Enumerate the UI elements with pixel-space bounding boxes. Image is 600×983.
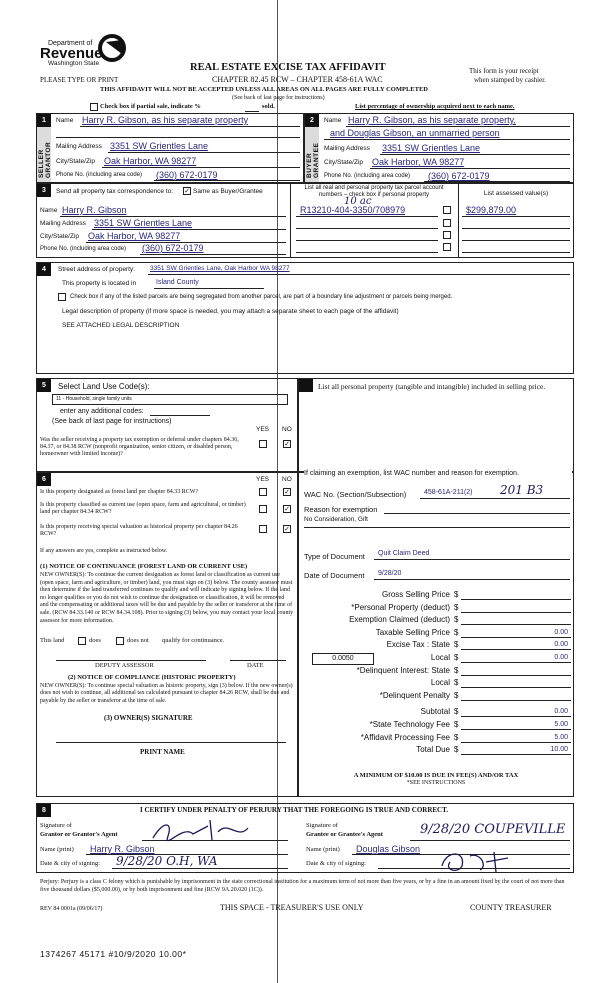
rev-number: REV 84 0001a (09/06/17) xyxy=(40,906,103,912)
corr-send-label: Send all property tax correspondence to: xyxy=(56,188,174,195)
wac-annotation: 201 B3 xyxy=(500,483,544,497)
this-land-label: This land xyxy=(40,637,65,644)
corr-city-value[interactable]: Oak Harbor, WA 98277 xyxy=(88,231,181,241)
sec6-q1-yes[interactable] xyxy=(259,488,267,496)
section-7-number xyxy=(299,379,313,392)
corr-name-value[interactable]: Harry R. Gibson xyxy=(62,205,127,215)
doc-date-value[interactable]: 9/28/20 xyxy=(378,570,402,577)
deputy-date-label: DATE xyxy=(247,662,264,669)
section-2-number: 2 xyxy=(305,114,319,127)
grantor-sig-label2: Grantor or Grantor's Agent xyxy=(40,831,118,838)
grantor-name-label: Name (print) xyxy=(40,846,74,853)
grantee-name-label: Name (print) xyxy=(306,846,340,853)
corr-addr-label: Mailing Address xyxy=(40,220,86,227)
doc-type-label: Type of Document xyxy=(304,552,365,561)
corr-name-line xyxy=(60,216,286,217)
fee-dollar-sign: $ xyxy=(454,627,459,637)
form-title: REAL ESTATE EXCISE TAX AFFIDAVIT xyxy=(190,62,386,73)
land-use-value: 11 - Household, single family units xyxy=(56,396,132,402)
reason-line2 xyxy=(304,527,570,528)
county-treasurer: COUNTY TREASURER xyxy=(470,903,552,912)
reason-label: Reason for exemption xyxy=(304,505,378,514)
sec6-yes-head: YES xyxy=(256,476,270,483)
additional-codes-label: enter any additional codes: xyxy=(60,408,144,415)
owner-sig-label: (3) OWNER(S) SIGNATURE xyxy=(104,714,193,722)
wac-value[interactable]: 458-61A-211(2) xyxy=(424,489,473,496)
fee-label: Total Due xyxy=(416,745,450,755)
fee-line xyxy=(461,700,571,701)
land-does-label: does xyxy=(89,637,101,644)
buyer-phone-label: Phone No. (including area code) xyxy=(324,173,411,179)
partial-sold-label: sold. xyxy=(262,103,275,110)
notice1-body: NEW OWNER(S): To continue the current designation as forest land or classification as current use (open space, farm and agriculture, or timber) land, you must sign on (3) below. The county assessor must then determine if the land transferred continues to qualify and will indicate by signing below. If the land no longer qualifies or you do not wish to continue the designation or classification, it will be removed and the compensating or additional taxes will be due and payable by the seller or transferor at the time of sale. (RCW 84.33.140 or RCW 84.34.108). Prior to signing (3) below, you may contact your local county assessor for more information. xyxy=(40,572,294,624)
owner-sig-line xyxy=(56,742,286,743)
assessed-line1 xyxy=(462,216,570,217)
buyer-city-line xyxy=(370,168,570,169)
doc-type-line xyxy=(374,559,570,560)
section-4-number: 4 xyxy=(37,263,51,276)
sec6-q2-yes[interactable] xyxy=(259,505,267,513)
treasurer-use-only: THIS SPACE - TREASURER'S USE ONLY xyxy=(220,903,364,912)
corr-phone-line xyxy=(140,254,286,255)
fee-value[interactable]: 5.00 xyxy=(554,721,568,728)
buyer-phone-value[interactable]: (360) 672-0179 xyxy=(428,171,490,181)
land-use-label: Select Land Use Code(s): xyxy=(58,382,150,391)
fee-value[interactable]: 0.00 xyxy=(554,628,568,636)
fee-label: Excise Tax : State xyxy=(386,640,450,650)
sec6-no-head: NO xyxy=(282,476,292,483)
fee-value[interactable]: 0.00 xyxy=(554,654,568,661)
sec6-q3-yes[interactable] xyxy=(259,525,267,533)
fee-line xyxy=(461,675,571,676)
seller-phone-line xyxy=(154,180,300,181)
grantor-sig-label1: Signature of xyxy=(40,822,72,829)
fee-label: Local xyxy=(430,678,450,688)
grantor-date-line xyxy=(112,868,288,869)
fee-dollar-sign: $ xyxy=(454,720,459,729)
partial-sale-checkbox[interactable] xyxy=(90,103,98,111)
buyer-city-label: City/State/Zip xyxy=(324,159,364,166)
ownership-pct-label: List percentage of ownership acquired next to each name. xyxy=(355,103,515,110)
fee-label: Exemption Claimed (deduct) xyxy=(349,615,450,625)
same-as-buyer-checkbox[interactable]: ✓ xyxy=(184,187,190,195)
assessed-line3 xyxy=(462,240,570,241)
segregated-checkbox[interactable] xyxy=(58,293,66,301)
fee-label: *Personal Property (deduct) xyxy=(351,602,450,612)
seller-name-label: Name xyxy=(56,117,74,124)
buyer-side-label: BUYER GRANTEE xyxy=(306,142,320,178)
fee-line xyxy=(461,624,571,625)
notice1-title: (1) NOTICE OF CONTINUANCE (FOREST LAND OR CURRENT USE) xyxy=(40,563,248,570)
please-type: PLEASE TYPE OR PRINT xyxy=(40,76,119,84)
seller-name-line2 xyxy=(56,137,300,138)
assessed-line2 xyxy=(462,228,570,229)
fee-value[interactable]: 0.00 xyxy=(554,641,568,649)
located-in-label: This property is located in xyxy=(62,280,137,287)
buyer-name-line2 xyxy=(324,139,570,140)
grantee-name-value[interactable]: Douglas Gibson xyxy=(356,844,421,854)
corr-name-label: Name xyxy=(40,207,58,214)
sec6-if-yes: If any answers are yes, complete as instructed below. xyxy=(40,548,168,554)
fee-line xyxy=(461,687,571,688)
county-line xyxy=(154,288,264,289)
dept-line1: Department of xyxy=(48,40,93,47)
form-warning: THIS AFFIDAVIT WILL NOT BE ACCEPTED UNLESS ALL AREAS ON ALL PAGES ARE FULLY COMPLETED xyxy=(100,86,428,93)
buyer-addr-line xyxy=(380,154,570,155)
grantor-date-value[interactable]: 9/28/20 O.H, WA xyxy=(116,854,218,868)
parcel2-personal-checkbox[interactable] xyxy=(443,219,451,227)
parcel-line2 xyxy=(296,228,438,229)
grantee-sig-label1: Signature of xyxy=(306,822,338,829)
fee-label: Subtotal xyxy=(420,707,450,717)
see-back-instructions: (See back of last page for instructions) xyxy=(232,95,325,101)
fee-dollar-sign: $ xyxy=(454,678,459,688)
parcel3-personal-checkbox[interactable] xyxy=(443,231,451,239)
seller-name-value[interactable]: Harry R. Gibson, as his separate property xyxy=(82,115,249,125)
seller-addr-label: Mailing Address xyxy=(56,143,102,150)
parcel1-personal-checkbox[interactable] xyxy=(443,206,451,214)
dor-logo xyxy=(40,32,130,68)
receipt-line1: This form is your receipt xyxy=(469,67,539,75)
parcel-number-value[interactable]: R13210-404-3350/708979 xyxy=(300,205,406,215)
land-does-checkbox[interactable] xyxy=(78,637,86,645)
section-1-number: 1 xyxy=(37,114,51,127)
seller-city-line xyxy=(102,167,300,168)
buyer-phone-line xyxy=(424,181,570,182)
sec5-q1-yes[interactable] xyxy=(259,440,267,448)
perjury-statement: Perjury: Perjury is a class C felony which is punishable by imprisonment in the state correctional institution for a maximum term of not more than five years, or by a fine in an amount fixed by the court of not more than five thousand dollars ($5,000.00), or by both imprisonment and fine (RCW 9A.20.020 (1C)). xyxy=(40,879,565,893)
corr-phone-label: Phone No. (including area code) xyxy=(40,246,127,252)
parcel-head-line2: numbers – check box if personal property xyxy=(318,192,430,198)
buyer-addr-value[interactable]: 3351 SW Grientles Lane xyxy=(382,143,481,153)
section-8-number: 8 xyxy=(37,804,51,817)
fee-label: Gross Selling Price xyxy=(381,590,450,599)
legal-desc-label: Legal description of property (if more space is needed, you may attach a separate sheet to each page of the affidavit) xyxy=(62,308,399,315)
fee-line xyxy=(461,662,571,663)
segregated-label: Check box if any of the listed parcels are being segregated from another parcel, are part of a boundary line adjustment or parcels being merged. xyxy=(70,294,453,300)
land-does-not-checkbox[interactable] xyxy=(116,637,124,645)
parcel-line1 xyxy=(296,216,438,217)
fee-label: Taxable Selling Price xyxy=(375,627,450,637)
sec6-q2-no[interactable]: ✓ xyxy=(284,505,290,513)
buyer-name-label: Name xyxy=(324,117,342,124)
fee-dollar-sign: $ xyxy=(454,665,459,675)
partial-pct-line xyxy=(245,111,259,112)
seller-addr-value[interactable]: 3351 SW Grientles Lane xyxy=(110,141,209,151)
grantee-sig-line xyxy=(410,840,570,841)
parcel-head-line1: List all real and personal property tax parcel account xyxy=(304,185,444,191)
grantee-sig-label2: Grantee or Grantee's Agent xyxy=(306,831,383,838)
sec5-question1: Was the seller receiving a property tax exemption or deferral under chapters 84.36, 84.37, or 84.38 RCW (nonprofit organization, senior citizen, or disabled person, homeowner with limited income)? xyxy=(40,437,239,457)
doc-date-label: Date of Document xyxy=(304,571,365,580)
seller-phone-value[interactable]: (360) 672-0179 xyxy=(156,170,218,180)
reason-line xyxy=(384,513,570,514)
street-address-line xyxy=(148,274,570,275)
section-6-number: 6 xyxy=(37,473,51,486)
additional-codes-line xyxy=(150,415,210,416)
same-as-buyer-label: Same as Buyer/Grantee xyxy=(193,188,263,195)
fee-label: *Affidavit Processing Fee xyxy=(360,732,450,742)
grantor-signature xyxy=(148,816,258,844)
fee-label: *State Technology Fee xyxy=(369,720,450,729)
fee-dollar-sign: $ xyxy=(454,640,459,650)
grantor-date-label: Date & city of signing: xyxy=(40,860,100,867)
notice2-body: NEW OWNER(S): To continue special valuation as historic property, sign (3) below. If the new owner(s) does not wish to continue, all additional tax calculated pursuant to chapter 84.26 RCW, shall be due and payable by the seller or transferor at the time of sale. xyxy=(40,683,293,704)
fee-label: Local xyxy=(430,653,450,662)
section-3-number: 3 xyxy=(37,184,51,197)
assessed-value[interactable]: $299,879.00 xyxy=(466,205,517,215)
local-rate-value: 0.0050 xyxy=(332,655,354,662)
notice2-title: (2) NOTICE OF COMPLIANCE (HISTORIC PROPERTY) xyxy=(68,674,236,681)
buyer-name-line xyxy=(346,126,570,127)
parcel-line3 xyxy=(296,240,438,241)
fee-line xyxy=(461,637,571,638)
corr-addr-line xyxy=(92,229,286,230)
fee-line xyxy=(461,649,571,650)
sec5-yes-head: YES xyxy=(256,426,270,433)
seller-name-line xyxy=(80,126,300,127)
fee-line xyxy=(461,599,571,600)
dept-line2: Revenue xyxy=(40,45,103,62)
legal-desc-value[interactable]: SEE ATTACHED LEGAL DESCRIPTION xyxy=(62,322,180,329)
fee-dollar-sign: $ xyxy=(454,690,459,700)
sec6-q1-no[interactable]: ✓ xyxy=(284,488,290,496)
fee-value[interactable]: 10.00 xyxy=(550,746,568,754)
sec6-question1: Is this property designated as forest land per chapter 84.33 RCW? xyxy=(40,489,199,495)
fee-dollar-sign: $ xyxy=(454,745,459,755)
corr-phone-value[interactable]: (360) 672-0179 xyxy=(142,243,204,253)
section-5-number: 5 xyxy=(37,379,51,392)
corr-city-label: City/State/Zip xyxy=(40,233,80,240)
fee-label: *Delinquent Interest: State xyxy=(356,665,450,675)
fee-line xyxy=(461,716,571,717)
fee-dollar-sign: $ xyxy=(454,653,459,662)
fee-line xyxy=(461,754,571,755)
fee-dollar-sign: $ xyxy=(454,590,459,599)
form-subtitle: CHAPTER 82.45 RCW – CHAPTER 458-61A WAC xyxy=(212,75,383,84)
grantee-date-line xyxy=(378,868,570,869)
wac-label: WAC No. (Section/Subsection) xyxy=(304,490,407,499)
sec6-question2: Is this property classified as current use (open space, farm and agricultural, or timber) land per chapter 84.34 RCW? xyxy=(40,502,246,515)
grantee-agent-note: 9/28/20 COUPEVILLE xyxy=(420,822,566,837)
sec6-q3-no[interactable]: ✓ xyxy=(284,525,290,533)
seller-city-label: City/State/Zip xyxy=(56,158,96,165)
seller-side-label: SELLER GRANTOR xyxy=(38,141,52,178)
assessed-line4 xyxy=(462,252,570,253)
street-address-value[interactable]: 3351 SW Grientles Lane, Oak Harbor WA 98277 xyxy=(150,265,290,272)
fee-line xyxy=(461,742,571,743)
fee-value[interactable]: 5.00 xyxy=(554,733,568,741)
buyer-city-value[interactable]: Oak Harbor, WA 98277 xyxy=(372,157,465,167)
section-3-divider xyxy=(290,183,291,258)
fee-value[interactable]: 0.00 xyxy=(554,708,568,716)
fee-dollar-sign: $ xyxy=(454,732,459,742)
sec6-question3: Is this property receiving special valuation as historical property per chapter 84.26 RCW? xyxy=(40,524,238,537)
sec5-no-head: NO xyxy=(282,426,292,433)
parcel4-personal-checkbox[interactable] xyxy=(443,243,451,251)
sec5-q1-no[interactable]: ✓ xyxy=(284,440,290,448)
print-name-label: PRINT NAME xyxy=(140,748,185,756)
receipt-line2: when stamped by cashier. xyxy=(474,76,546,84)
section-7-box xyxy=(298,378,574,472)
qualify-label: qualify for continuance. xyxy=(162,637,225,644)
corr-addr-value[interactable]: 3351 SW Grientles Lane xyxy=(94,218,193,228)
grantor-name-value[interactable]: Harry R. Gibson xyxy=(90,844,155,854)
county-value[interactable]: Island County xyxy=(156,279,199,286)
seller-city-value[interactable]: Oak Harbor, WA 98277 xyxy=(104,156,197,166)
wac-line xyxy=(420,498,570,499)
dept-line3: Washington State xyxy=(48,60,100,67)
land-use-see-back: (See back of last page for instructions) xyxy=(52,418,172,425)
reason-value[interactable]: No Consideration, Gift xyxy=(304,516,368,523)
parcel-annotation: 10 ac xyxy=(344,196,372,207)
parcel-line4 xyxy=(296,252,438,253)
buyer-name-value2[interactable]: and Douglas Gibson, an unmarried person xyxy=(330,128,500,138)
doc-type-value[interactable]: Quit Claim Deed xyxy=(378,550,430,557)
minimum-notice: A MINIMUM OF $10.00 IS DUE IN FEE(S) AND/OR TAX xyxy=(353,772,519,779)
fee-dollar-sign: $ xyxy=(454,707,459,717)
deputy-date-line xyxy=(230,660,286,661)
section-4-box xyxy=(36,262,574,374)
buyer-addr-label: Mailing Address xyxy=(324,145,370,152)
grantee-signature xyxy=(436,848,516,874)
fee-line xyxy=(461,612,571,613)
assessed-head: List assessed value(s) xyxy=(483,190,549,197)
partial-sale-label: Check box if partial sale, indicate % xyxy=(100,103,201,110)
seller-addr-line xyxy=(108,152,300,153)
grantee-date-label: Date & city of signing: xyxy=(306,860,366,867)
minimum-see-instructions: *SEE INSTRUCTIONS xyxy=(406,780,466,786)
buyer-name-value1[interactable]: Harry R. Gibson, as his separate property, xyxy=(348,115,516,125)
fee-dollar-sign: $ xyxy=(454,602,459,612)
doc-date-line xyxy=(374,579,570,580)
recording-stamp: 1374267 45171 #10/9/2020 10.00* xyxy=(40,949,187,959)
seller-phone-label: Phone No. (including area code) xyxy=(56,172,143,178)
fee-line xyxy=(461,729,571,730)
fee-dollar-sign: $ xyxy=(454,615,459,625)
fee-label: *Delinquent Penalty xyxy=(379,690,450,700)
parcel-assessed-divider xyxy=(458,183,459,258)
deputy-sig-line xyxy=(56,660,206,661)
personal-property-label: List all personal property (tangible and intangible) included in selling price. xyxy=(318,382,546,391)
land-does-not-label: does not xyxy=(127,637,149,644)
certify-statement: I CERTIFY UNDER PENALTY OF PERJURY THAT THE FOREGOING IS TRUE AND CORRECT. xyxy=(140,806,449,814)
deputy-assessor-label: DEPUTY ASSESSOR xyxy=(95,662,154,669)
exemption-claim-label: If claiming an exemption, list WAC number and reason for exemption. xyxy=(304,470,572,478)
street-address-label: Street address of property: xyxy=(58,266,135,273)
